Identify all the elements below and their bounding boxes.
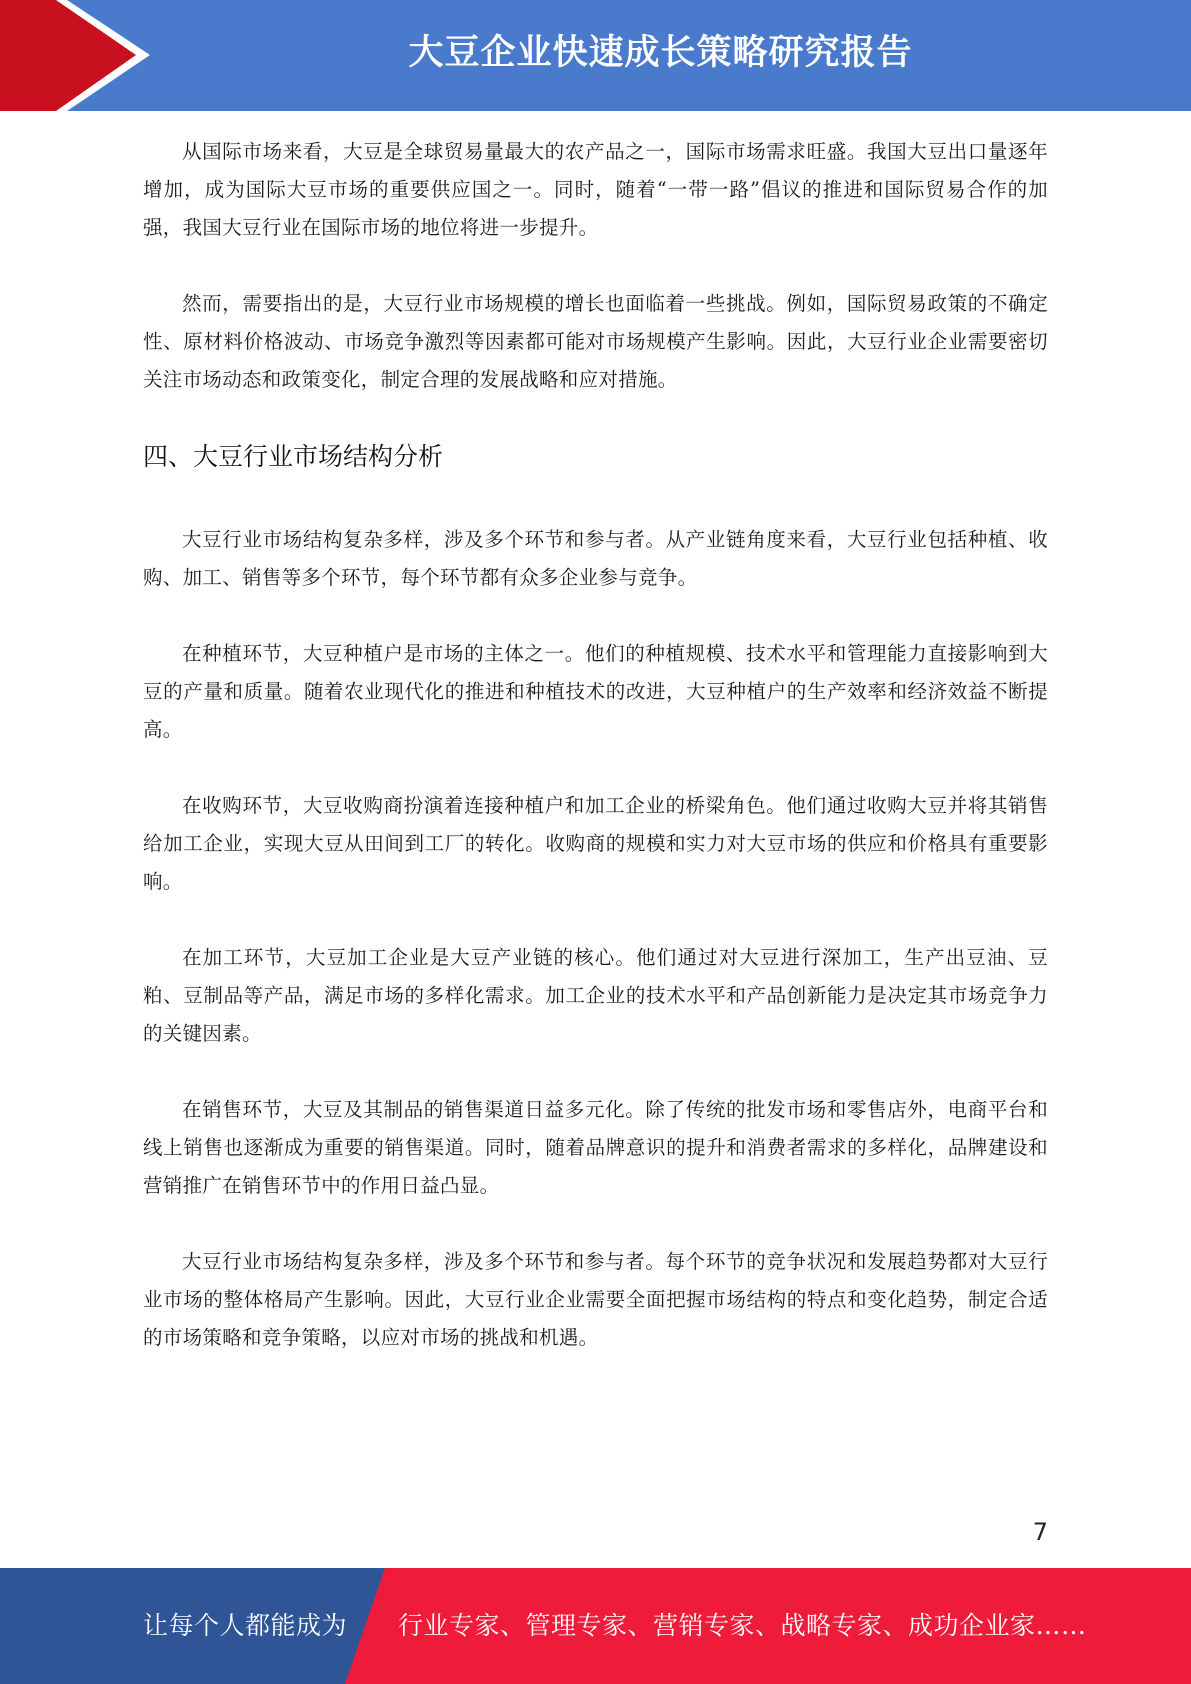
page-header (0, 0, 1191, 111)
paragraph: 然而，需要指出的是，大豆行业市场规模的增长也面临着一些挑战。例如，国际贸易政策的不确定性、原材料价格波动、市场竞争激烈等因素都可能对市场规模产生影响。因此，大豆行业企业需要密切关注市场动态和政策变化，制定合理的发展战略和应对措施。 (143, 292, 1048, 391)
paragraph: 在种植环节，大豆种植户是市场的主体之一。他们的种植规模、技术水平和管理能力直接影响到大豆的产量和质量。随着农业现代化的推进和种植技术的改进，大豆种植户的生产效率和经济效益不断提高。 (143, 642, 1048, 741)
document-body (143, 133, 1048, 1395)
report-title: 大豆企业快速成长策略研究报告 (408, 33, 913, 73)
section-heading: 四、大豆行业市场结构分析 (143, 442, 444, 471)
paragraph: 从国际市场来看，大豆是全球贸易量最大的农产品之一，国际市场需求旺盛。我国大豆出口量逐年增加，成为国际大豆市场的重要供应国之一。同时，随着“一带一路”倡议的推进和国际贸易合作的加强，我国大豆行业在国际市场的地位将进一步提升。 (143, 140, 1048, 239)
header-chevron-decoration (0, 0, 160, 111)
paragraph: 在加工环节，大豆加工企业是大豆产业链的核心。他们通过对大豆进行深加工，生产出豆油、豆粕、豆制品等产品，满足市场的多样化需求。加工企业的技术水平和产品创新能力是决定其市场竞争力的关键因素。 (143, 946, 1048, 1045)
page-footer (0, 1568, 1191, 1684)
footer-slogan-right: 行业专家、管理专家、营销专家、战略专家、成功企业家…… (398, 1611, 1087, 1640)
paragraph: 在销售环节，大豆及其制品的销售渠道日益多元化。除了传统的批发市场和零售店外，电商平台和线上销售也逐渐成为重要的销售渠道。同时，随着品牌意识的提升和消费者需求的多样化，品牌建设和营销推广在销售环节中的作用日益凸显。 (143, 1098, 1048, 1197)
paragraph: 在收购环节，大豆收购商扮演着连接种植户和加工企业的桥梁角色。他们通过收购大豆并将其销售给加工企业，实现大豆从田间到工厂的转化。收购商的规模和实力对大豆市场的供应和价格具有重要影响。 (143, 794, 1048, 893)
footer-slogan-left: 让每个人都能成为 (143, 1611, 348, 1640)
paragraph: 大豆行业市场结构复杂多样，涉及多个环节和参与者。从产业链角度来看，大豆行业包括种植、收购、加工、销售等多个环节，每个环节都有众多企业参与竞争。 (143, 528, 1048, 589)
page-number: 7 (1032, 1518, 1048, 1546)
paragraph: 大豆行业市场结构复杂多样，涉及多个环节和参与者。每个环节的竞争状况和发展趋势都对大豆行业市场的整体格局产生影响。因此，大豆行业企业需要全面把握市场结构的特点和变化趋势，制定合适的市场策略和竞争策略，以应对市场的挑战和机遇。 (143, 1250, 1048, 1349)
